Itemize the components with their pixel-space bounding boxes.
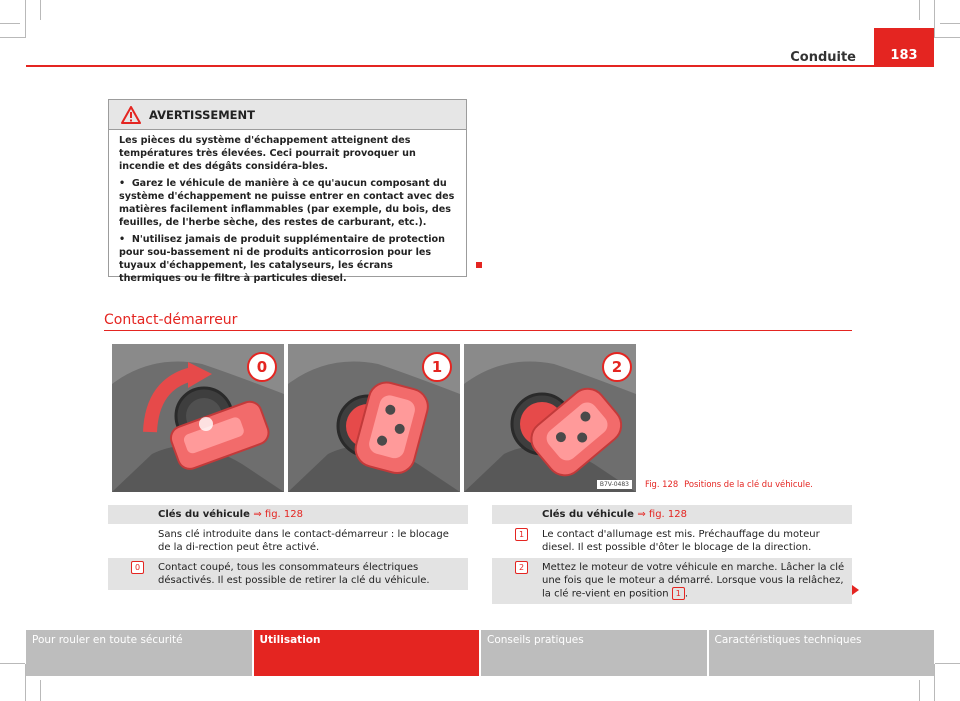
crop-mark: [919, 0, 920, 20]
header-rule: [26, 65, 934, 67]
figure-caption-text: Positions de la clé du véhicule.: [684, 479, 813, 489]
footer-tab-operation[interactable]: Utilisation: [254, 630, 480, 676]
figure-panel-position-1: [288, 344, 460, 492]
figure-link[interactable]: ⇒ fig. 128: [253, 509, 303, 520]
crop-mark: [940, 23, 960, 24]
end-of-section-mark: [476, 262, 482, 268]
table-head-text: Clés du véhicule: [158, 509, 250, 520]
footer-tab-tips[interactable]: Conseils pratiques: [481, 630, 707, 676]
continue-arrow-icon: [852, 585, 859, 595]
table-row: [108, 525, 468, 558]
table-row: [108, 558, 468, 591]
crop-mark: [0, 37, 25, 38]
position-badge: 2: [602, 352, 632, 382]
key-positions-table-right: [492, 505, 852, 605]
footer-tab-technical-data[interactable]: Caractéristiques techniques: [709, 630, 935, 676]
section-title: Contact-démarreur: [104, 312, 238, 328]
table-row: [492, 525, 852, 558]
footer-nav: [26, 630, 934, 676]
crop-mark: [40, 680, 41, 701]
table-row: [492, 558, 852, 605]
table-row-text: Le contact d'allumage est mis. Préchauffage du moteur diesel. Il est possible d'ôter le blocage de la direction.: [536, 525, 852, 557]
crop-mark: [935, 663, 960, 664]
key-positions-table-left: [108, 505, 468, 591]
figure-caption-label: Fig. 128: [645, 479, 679, 489]
warning-triangle-icon: [121, 106, 141, 124]
warning-title: AVERTISSEMENT: [149, 107, 256, 122]
table-head: [108, 505, 468, 525]
position-number-badge: 2: [515, 561, 528, 574]
crop-mark: [25, 0, 26, 38]
crop-mark: [919, 680, 920, 701]
figure-link[interactable]: ⇒ fig. 128: [637, 509, 687, 520]
section-rule: [104, 330, 852, 331]
position-badge: 1: [422, 352, 452, 382]
crop-mark: [40, 0, 41, 20]
figure-panel-position-2: [464, 344, 636, 492]
crop-mark: [934, 664, 935, 701]
table-row-text: Contact coupé, tous les consommateurs électriques désactivés. Il est possible de retirer la clé du véhicule.: [152, 558, 468, 590]
figure-key-positions: [112, 344, 636, 492]
position-reference-badge[interactable]: 1: [672, 587, 685, 600]
warning-box: [108, 99, 467, 284]
table-head-text: Clés du véhicule: [542, 509, 634, 520]
crop-mark: [935, 37, 960, 38]
figure-code: B7V-0483: [597, 480, 632, 489]
position-badge: 0: [247, 352, 277, 382]
table-head: [492, 505, 852, 525]
warning-header: [109, 100, 466, 130]
footer-tab-safety[interactable]: Pour rouler en toute sécurité: [26, 630, 252, 676]
warning-body: [109, 130, 466, 285]
figure-caption: [645, 479, 813, 489]
page-number: 183: [874, 28, 934, 67]
warning-intro: Les pièces du système d'échappement atteignent des températures très élevées. Ceci pourrait provoquer un incendie et des dégâts considéra-bles.: [119, 135, 416, 172]
position-number-badge: 1: [515, 528, 528, 541]
crop-mark: [934, 0, 935, 38]
crop-mark: [0, 23, 20, 24]
crop-mark: [0, 663, 25, 664]
figure-panel-position-0: [112, 344, 284, 492]
chapter-title: Conduite: [790, 50, 856, 65]
table-row-text: Mettez le moteur de votre véhicule en marche. Lâcher la clé une fois que le moteur a démarré. Lorsque vous la relâchez, la clé re-vient en position 1 .: [536, 558, 852, 604]
warning-bullet: • N'utilisez jamais de produit supplémentaire de protection pour sou-bassement ni de produits anticorrosion pour les tuyaux d'échappement, les catalyseurs, les écrans thermiques ou le filtre à particules diesel.: [119, 234, 445, 284]
position-number-badge: 0: [131, 561, 144, 574]
warning-bullet: • Garez le véhicule de manière à ce qu'aucun composant du système d'échappement ne puisse entrer en contact avec des matières facilement inflammables (par exemple, du bois, des feuilles, de l'herbe sèche, des restes de carburant, etc.).: [119, 178, 455, 228]
table-row-text: Sans clé introduite dans le contact-démarreur : le blocage de la di-rection peut être activé.: [152, 525, 468, 557]
